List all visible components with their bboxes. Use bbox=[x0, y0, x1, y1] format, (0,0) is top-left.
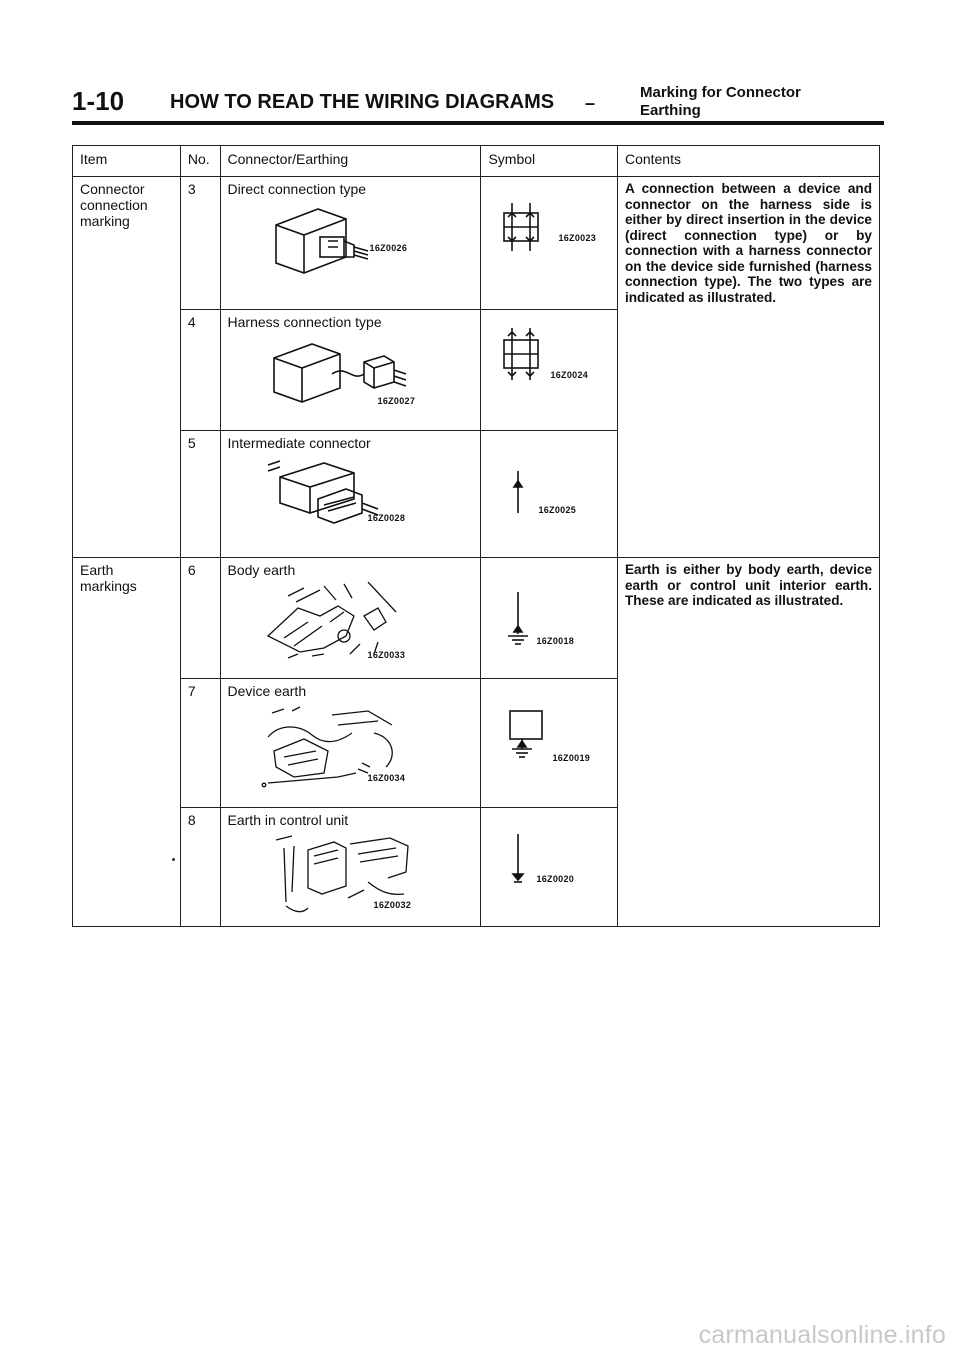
body-earth-symbol bbox=[488, 562, 612, 672]
illustration-code: 16Z0027 bbox=[377, 396, 416, 406]
section-subtitle-connector: Marking for Connector bbox=[640, 84, 801, 101]
header-contents: Contents bbox=[617, 146, 879, 177]
symbol-code: 16Z0025 bbox=[538, 505, 577, 515]
connector-name: Harness connection type bbox=[227, 314, 382, 330]
control-unit-earth-symbol bbox=[488, 812, 612, 922]
connector-name: Intermediate connector bbox=[227, 435, 371, 451]
illustration-code: 16Z0026 bbox=[369, 243, 408, 253]
control-unit-earth-illustration bbox=[228, 832, 474, 922]
symbol-code: 16Z0023 bbox=[558, 233, 597, 243]
device-earth-symbol bbox=[488, 683, 612, 793]
marking-table bbox=[72, 145, 880, 927]
item-label: Earth markings bbox=[80, 562, 137, 594]
item-earth-markings bbox=[73, 558, 181, 927]
page-title: HOW TO READ THE WIRING DIAGRAMS bbox=[170, 91, 555, 113]
symbol-cell bbox=[481, 431, 618, 558]
row-number: 4 bbox=[180, 310, 220, 431]
direct-connection-drawing bbox=[228, 201, 448, 293]
body-earth-illustration bbox=[228, 582, 474, 672]
body-earth-drawing bbox=[228, 582, 448, 674]
symbol-code: 16Z0019 bbox=[552, 753, 591, 763]
connector-cell bbox=[220, 177, 481, 310]
contents-connector bbox=[617, 177, 879, 558]
row-number: 3 bbox=[180, 177, 220, 310]
control-unit-earth-drawing bbox=[228, 832, 448, 924]
harness-connection-symbol bbox=[488, 314, 612, 424]
header-item: Item bbox=[73, 146, 181, 177]
symbol-code: 16Z0018 bbox=[536, 636, 575, 646]
connector-cell bbox=[220, 310, 481, 431]
illustration-code: 16Z0033 bbox=[367, 650, 406, 660]
contents-earth-text: Earth is either by body earth, device earth or control unit interior earth. These are indicated as illustrated. bbox=[624, 562, 872, 608]
symbol-cell bbox=[481, 177, 618, 310]
contents-earth bbox=[617, 558, 879, 927]
connector-name: Device earth bbox=[227, 683, 307, 699]
illustration-code: 16Z0032 bbox=[373, 900, 412, 910]
section-subtitle-earthing: Earthing bbox=[640, 102, 701, 119]
connector-name: Direct connection type bbox=[227, 181, 367, 197]
table-row bbox=[73, 177, 880, 310]
item-label: Connector connection marking bbox=[80, 181, 148, 229]
row-number: 6 bbox=[180, 558, 220, 679]
intermediate-connector-drawing bbox=[228, 455, 448, 547]
row-number: 7 bbox=[180, 679, 220, 808]
harness-connection-drawing bbox=[228, 334, 448, 426]
direct-connection-illustration bbox=[228, 201, 474, 291]
row-number: 5 bbox=[180, 431, 220, 558]
harness-connection-illustration bbox=[228, 334, 474, 424]
page-number: 1-10 bbox=[72, 86, 125, 116]
device-earth-illustration bbox=[228, 703, 474, 793]
device-earth-drawing bbox=[228, 703, 448, 795]
connector-name: Body earth bbox=[227, 562, 296, 578]
header-no: No. bbox=[180, 146, 220, 177]
connector-cell bbox=[220, 431, 481, 558]
item-connector-connection-marking bbox=[73, 177, 181, 558]
watermark: carmanualsonline.info bbox=[698, 1321, 946, 1349]
illustration-code: 16Z0028 bbox=[367, 513, 406, 523]
symbol-cell bbox=[481, 679, 618, 808]
contents-connector-text: A connection between a device and connector on the harness side is either by direct insertion in the device (direct connection type) or by connection with a harness connector on the device side furnished (harness connection type). The two types are indicated as illustrated. bbox=[624, 181, 872, 305]
table-header-row bbox=[73, 146, 880, 177]
symbol-code: 16Z0024 bbox=[550, 370, 589, 380]
table-row bbox=[73, 558, 880, 679]
connector-cell bbox=[220, 808, 481, 927]
symbol-cell bbox=[481, 808, 618, 927]
connector-cell bbox=[220, 679, 481, 808]
intermediate-connector-illustration bbox=[228, 455, 474, 545]
symbol-cell bbox=[481, 310, 618, 431]
stray-dot bbox=[172, 858, 175, 861]
connector-name: Earth in control unit bbox=[227, 812, 349, 828]
row-number: 8 bbox=[180, 808, 220, 927]
header-rule bbox=[72, 121, 884, 125]
symbol-cell bbox=[481, 558, 618, 679]
header-connector-earthing: Connector/Earthing bbox=[220, 146, 481, 177]
intermediate-connector-symbol bbox=[488, 435, 612, 545]
symbol-code: 16Z0020 bbox=[536, 874, 575, 884]
header-symbol: Symbol bbox=[481, 146, 618, 177]
illustration-code: 16Z0034 bbox=[367, 773, 406, 783]
connector-cell bbox=[220, 558, 481, 679]
title-dash: – bbox=[585, 93, 596, 113]
